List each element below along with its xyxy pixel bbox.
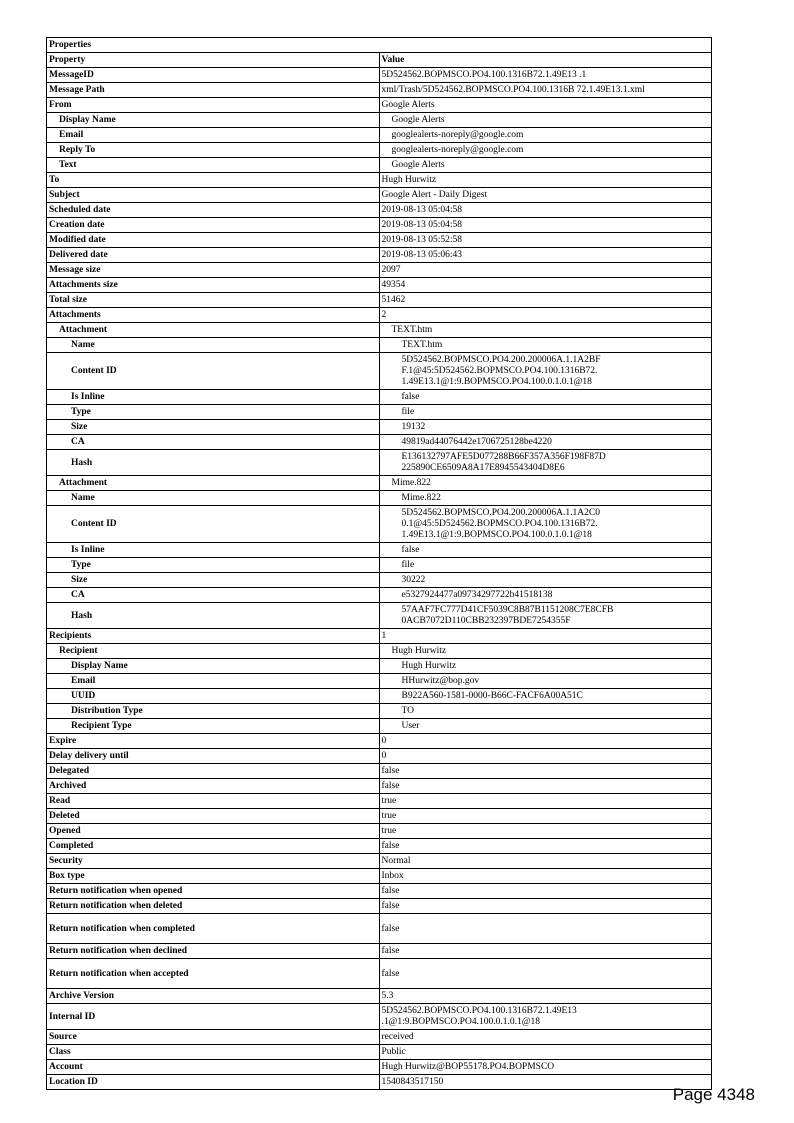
property-value: received: [379, 1030, 712, 1045]
property-value: 51462: [379, 293, 712, 308]
property-value: false: [379, 944, 712, 959]
property-value: 49819ad44076442e1706725128be4220: [379, 435, 712, 450]
property-name: CA: [47, 435, 380, 450]
property-name: Return notification when declined: [47, 944, 380, 959]
property-value: 1: [379, 629, 712, 644]
table-row: [47, 689, 712, 704]
property-name: Distribution Type: [47, 704, 380, 719]
property-name: Box type: [47, 869, 380, 884]
table-row: [47, 173, 712, 188]
property-name: Return notification when deleted: [47, 899, 380, 914]
property-name: Archived: [47, 779, 380, 794]
property-value: Hugh Hurwitz@BOP55178.PO4.BOPMSCO: [379, 1060, 712, 1075]
table-row: [47, 435, 712, 450]
property-value: Google Alerts: [379, 113, 712, 128]
property-name: Hash: [47, 603, 380, 629]
column-header-value: Value: [379, 53, 712, 68]
property-name: Internal ID: [47, 1004, 380, 1030]
property-value: true: [379, 809, 712, 824]
table-row: [47, 779, 712, 794]
property-value: file: [379, 558, 712, 573]
property-value: 5.3: [379, 989, 712, 1004]
property-name: From: [47, 98, 380, 113]
property-name: Delegated: [47, 764, 380, 779]
table-row: [47, 899, 712, 914]
property-value: false: [379, 884, 712, 899]
table-row: [47, 128, 712, 143]
property-name: Size: [47, 420, 380, 435]
property-value: Public: [379, 1045, 712, 1060]
property-value: true: [379, 824, 712, 839]
property-name: Total size: [47, 293, 380, 308]
table-row: [47, 749, 712, 764]
property-name: UUID: [47, 689, 380, 704]
property-name: Delay delivery until: [47, 749, 380, 764]
table-row: [47, 68, 712, 83]
table-row: [47, 734, 712, 749]
table-row: [47, 1004, 712, 1030]
property-value: 49354: [379, 278, 712, 293]
property-value: Google Alerts: [379, 158, 712, 173]
property-name: CA: [47, 588, 380, 603]
table-row: [47, 558, 712, 573]
table-row: [47, 1045, 712, 1060]
table-row: [47, 390, 712, 405]
table-row: [47, 143, 712, 158]
property-name: Return notification when accepted: [47, 959, 380, 989]
property-name: Content ID: [47, 506, 380, 543]
property-name: Archive Version: [47, 989, 380, 1004]
table-row: [47, 1030, 712, 1045]
property-name: Location ID: [47, 1075, 380, 1090]
property-name: Is Inline: [47, 390, 380, 405]
property-value: Hugh Hurwitz: [379, 644, 712, 659]
table-row: [47, 353, 712, 390]
property-value: TEXT.htm: [379, 338, 712, 353]
property-name: Creation date: [47, 218, 380, 233]
property-value: HHurwitz@bop.gov: [379, 674, 712, 689]
property-name: Is Inline: [47, 543, 380, 558]
property-name: Name: [47, 338, 380, 353]
property-name: Source: [47, 1030, 380, 1045]
property-value: 2: [379, 308, 712, 323]
property-value: Google Alerts: [379, 98, 712, 113]
property-value: 2019-08-13 05:04:58: [379, 203, 712, 218]
property-value: googlealerts-noreply@google.com: [379, 128, 712, 143]
table-row: [47, 674, 712, 689]
table-title: Properties: [47, 38, 712, 53]
property-name: Message Path: [47, 83, 380, 98]
property-value: false: [379, 914, 712, 944]
property-name: Email: [47, 128, 380, 143]
table-row: [47, 543, 712, 558]
property-name: Modified date: [47, 233, 380, 248]
table-row: [47, 83, 712, 98]
table-row: [47, 278, 712, 293]
table-row: [47, 794, 712, 809]
property-value: Normal: [379, 854, 712, 869]
property-name: Type: [47, 405, 380, 420]
property-name: Attachments size: [47, 278, 380, 293]
table-row: [47, 263, 712, 278]
table-row: [47, 476, 712, 491]
table-row: [47, 308, 712, 323]
property-value: 57AAF7FC777D41CF5039C8B87B1151208C7E8CFB 0ACB7072D110CBB232397BDE7254355F: [379, 603, 712, 629]
table-row: [47, 293, 712, 308]
property-name: Content ID: [47, 353, 380, 390]
table-header-row: [47, 53, 712, 68]
property-name: Reply To: [47, 143, 380, 158]
property-name: Message size: [47, 263, 380, 278]
table-row: [47, 248, 712, 263]
property-name: Delivered date: [47, 248, 380, 263]
table-row: [47, 839, 712, 854]
property-value: 5D524562.BOPMSCO.PO4.200.200006A.1.1A2C0 0.1@45:5D524562.BOPMSCO.PO4.100.1316B72. 1.49E13.1@1:9.BOPMSCO.PO4.100.0.1.0.1@18: [379, 506, 712, 543]
property-name: Display Name: [47, 659, 380, 674]
property-name: Attachments: [47, 308, 380, 323]
table-row: [47, 338, 712, 353]
property-value: 5D524562.BOPMSCO.PO4.100.1316B72.1.49E13 .1@1:9.BOPMSCO.PO4.100.0.1.0.1@18: [379, 1004, 712, 1030]
table-row: [47, 659, 712, 674]
property-value: 19132: [379, 420, 712, 435]
property-name: Attachment: [47, 476, 380, 491]
property-name: Deleted: [47, 809, 380, 824]
table-row: [47, 1060, 712, 1075]
property-value: xml/Trash/5D524562.BOPMSCO.PO4.100.1316B 72.1.49E13.1.xml: [379, 83, 712, 98]
table-row: [47, 323, 712, 338]
property-name: Account: [47, 1060, 380, 1075]
table-row: [47, 824, 712, 839]
table-row: [47, 420, 712, 435]
table-row: [47, 854, 712, 869]
property-value: file: [379, 405, 712, 420]
property-value: 5D524562.BOPMSCO.PO4.200.200006A.1.1A2BF F.1@45:5D524562.BOPMSCO.PO4.100.1316B72. 1.49E13.1@1:9.BOPMSCO.PO4.100.0.1.0.1@18: [379, 353, 712, 390]
property-value: 2019-08-13 05:52:58: [379, 233, 712, 248]
table-row: [47, 203, 712, 218]
property-value: B922A560-1581-0000-B66C-FACF6A00A51C: [379, 689, 712, 704]
table-row: [47, 98, 712, 113]
table-row: [47, 704, 712, 719]
property-value: false: [379, 779, 712, 794]
property-name: Read: [47, 794, 380, 809]
table-row: [47, 1075, 712, 1090]
property-value: TEXT.htm: [379, 323, 712, 338]
property-value: E136132797AFE5D077288B66F357A356F198F87D 225890CE6509A8A17E8945543404D8E6: [379, 450, 712, 476]
table-row: [47, 914, 712, 944]
property-value: e5327924477a09734297722b41518138: [379, 588, 712, 603]
property-name: To: [47, 173, 380, 188]
property-name: Return notification when opened: [47, 884, 380, 899]
table-row: [47, 959, 712, 989]
table-row: [47, 603, 712, 629]
table-row: [47, 884, 712, 899]
property-name: Text: [47, 158, 380, 173]
property-name: Email: [47, 674, 380, 689]
property-value: false: [379, 899, 712, 914]
table-row: [47, 188, 712, 203]
property-name: Display Name: [47, 113, 380, 128]
property-name: MessageID: [47, 68, 380, 83]
table-row: [47, 809, 712, 824]
table-row: [47, 719, 712, 734]
property-name: Hash: [47, 450, 380, 476]
table-title-row: [47, 38, 712, 53]
property-name: Recipient: [47, 644, 380, 659]
property-name: Type: [47, 558, 380, 573]
property-value: Mime.822: [379, 476, 712, 491]
table-row: [47, 218, 712, 233]
property-value: false: [379, 543, 712, 558]
table-row: [47, 764, 712, 779]
table-row: [47, 573, 712, 588]
property-value: true: [379, 794, 712, 809]
table-row: [47, 869, 712, 884]
property-name: Opened: [47, 824, 380, 839]
property-value: googlealerts-noreply@google.com: [379, 143, 712, 158]
table-row: [47, 491, 712, 506]
property-value: 2097: [379, 263, 712, 278]
property-name: Completed: [47, 839, 380, 854]
property-name: Scheduled date: [47, 203, 380, 218]
property-value: Hugh Hurwitz: [379, 173, 712, 188]
table-row: [47, 113, 712, 128]
table-row: [47, 644, 712, 659]
table-row: [47, 450, 712, 476]
table-row: [47, 989, 712, 1004]
property-value: false: [379, 390, 712, 405]
property-name: Security: [47, 854, 380, 869]
property-value: TO: [379, 704, 712, 719]
property-value: false: [379, 959, 712, 989]
property-value: User: [379, 719, 712, 734]
table-row: [47, 629, 712, 644]
table-row: [47, 405, 712, 420]
property-name: Class: [47, 1045, 380, 1060]
property-name: Recipient Type: [47, 719, 380, 734]
table-row: [47, 506, 712, 543]
property-value: Hugh Hurwitz: [379, 659, 712, 674]
property-value: false: [379, 839, 712, 854]
column-header-property: Property: [47, 53, 380, 68]
property-value: 0: [379, 734, 712, 749]
property-value: Google Alert - Daily Digest: [379, 188, 712, 203]
property-name: Return notification when completed: [47, 914, 380, 944]
properties-table: [46, 37, 712, 1090]
property-value: false: [379, 764, 712, 779]
property-value: Mime.822: [379, 491, 712, 506]
property-value: 2019-08-13 05:04:58: [379, 218, 712, 233]
property-value: 30222: [379, 573, 712, 588]
table-row: [47, 944, 712, 959]
property-name: Subject: [47, 188, 380, 203]
property-name: Expire: [47, 734, 380, 749]
page-number: Page 4348: [672, 1085, 755, 1104]
table-row: [47, 588, 712, 603]
property-name: Name: [47, 491, 380, 506]
property-name: Attachment: [47, 323, 380, 338]
property-value: 5D524562.BOPMSCO.PO4.100.1316B72.1.49E13 .1: [379, 68, 712, 83]
table-row: [47, 233, 712, 248]
property-name: Recipients: [47, 629, 380, 644]
property-name: Size: [47, 573, 380, 588]
property-value: Inbox: [379, 869, 712, 884]
property-value: 1540843517150: [379, 1075, 712, 1090]
table-row: [47, 158, 712, 173]
property-value: 0: [379, 749, 712, 764]
property-value: 2019-08-13 05:06:43: [379, 248, 712, 263]
